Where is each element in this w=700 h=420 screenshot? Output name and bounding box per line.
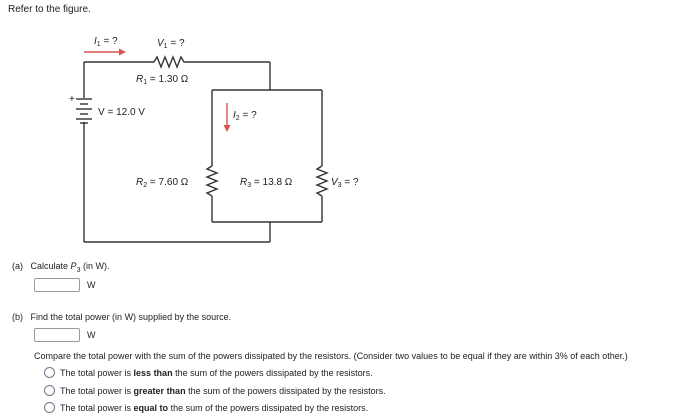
part-a-unit: W	[87, 280, 96, 290]
resistor-r2-symbol	[207, 166, 217, 196]
part-a-question	[12, 261, 109, 274]
current-i2-arrow	[224, 103, 231, 132]
option-greater-than[interactable]	[44, 385, 386, 396]
label-r2: $R_2 = 7.60$ Ω	[136, 177, 189, 189]
part-a-prefix: (a)	[12, 261, 23, 271]
part-b-question	[12, 312, 231, 322]
label-battery-voltage: V = 12.0 V	[98, 107, 145, 118]
radio-less-than[interactable]	[44, 367, 55, 378]
current-i1-arrow	[84, 49, 126, 56]
part-a-text-after: (in W).	[80, 261, 110, 271]
battery-symbol	[76, 99, 92, 123]
label-r1: $R_1 = 1.30$ Ω	[136, 74, 189, 86]
part-b-answer-input[interactable]	[34, 328, 80, 342]
option-less-than[interactable]	[44, 367, 373, 378]
battery-plus-sign: +	[69, 94, 75, 105]
label-v3: $V_3$ = ?	[331, 177, 359, 189]
radio-greater-than[interactable]	[44, 385, 55, 396]
label-i2: $I_2$ = ?	[233, 110, 257, 122]
intro-text: Refer to the figure.	[8, 4, 91, 15]
resistor-r1-symbol	[154, 57, 186, 67]
part-b-unit: W	[87, 330, 96, 340]
part-a-answer-input[interactable]	[34, 278, 80, 292]
circuit-wires	[84, 62, 322, 242]
part-a-text-before: Calculate	[30, 261, 71, 271]
resistor-r3-symbol	[317, 166, 327, 196]
part-a-subscript: 3	[76, 266, 81, 274]
option-greater-than-label: The total power is greater than the sum of the powers dissipated by the resistors.	[60, 385, 386, 396]
label-i1: $I_1$ = ?	[94, 36, 118, 48]
part-b-prefix: (b)	[12, 312, 23, 322]
label-r3: $R_3 = 13.8$ Ω	[240, 177, 293, 189]
part-a-symbol: P	[70, 261, 77, 271]
part-b-question-text: Find the total power (in W) supplied by the source.	[30, 312, 232, 322]
label-v1: $V_1$ = ?	[157, 38, 185, 50]
radio-equal-to[interactable]	[44, 402, 55, 413]
option-less-than-label: The total power is less than the sum of the powers dissipated by the resistors.	[60, 367, 373, 378]
option-equal-to-label: The total power is equal to the sum of the powers dissipated by the resistors.	[60, 402, 369, 413]
option-equal-to[interactable]	[44, 402, 368, 413]
part-b-compare-text: Compare the total power with the sum of the powers dissipated by the resistors. (Consider two values to be equal if they are within 3% of each other.)	[34, 351, 628, 361]
